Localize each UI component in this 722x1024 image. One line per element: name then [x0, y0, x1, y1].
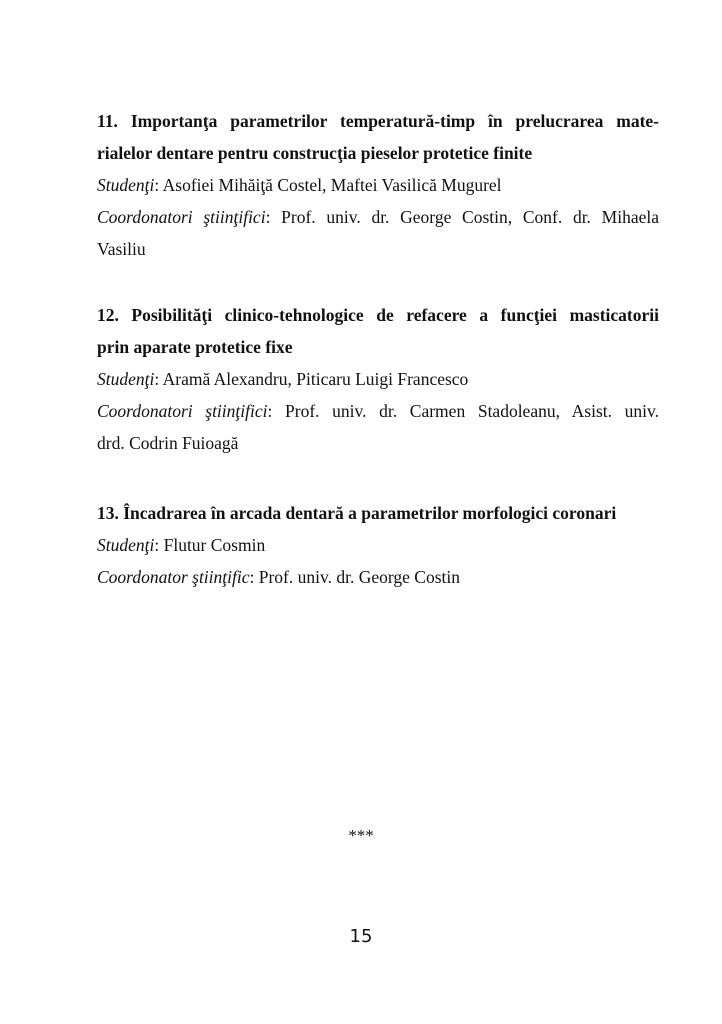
coordinators-label: Coordonator ştiinţific [97, 567, 250, 587]
coordinators-names: : Prof. univ. dr. George Costin, Conf. dr. Mihaela [265, 207, 659, 227]
entry-11 [97, 105, 659, 265]
coordinators-names: : Prof. univ. dr. George Costin [249, 567, 460, 587]
coordinators-line [97, 561, 659, 593]
students-names: : Asofiei Mihăiţă Costel, Maftei Vasilică Mugurel [154, 175, 502, 195]
entry-title: rialelor dentare pentru construcţia pieselor protetice finite [97, 143, 533, 163]
entry-12 [97, 299, 659, 459]
coordinators-names: : Prof. univ. dr. Carmen Stadoleanu, Asist. univ. [267, 401, 659, 421]
students-line [97, 529, 659, 561]
section-separator: *** [348, 826, 374, 845]
coordinators-line [97, 395, 659, 427]
entry-title: 11. Importanţa parametrilor temperatură-timp în prelucrarea mate- [97, 111, 659, 131]
coordinators-line: Vasiliu [97, 239, 146, 259]
coordinators-label: Coordonatori ştiinţifici [97, 207, 266, 227]
students-label: Studenţi [97, 175, 155, 195]
entry-title: prin aparate protetice fixe [97, 337, 293, 357]
coordinators-label: Coordonatori ştiinţifici [97, 401, 268, 421]
students-names: : Aramă Alexandru, Piticaru Luigi Francesco [154, 369, 469, 389]
coordinators-line [97, 201, 659, 233]
students-label: Studenţi [97, 369, 155, 389]
students-line [97, 363, 659, 395]
page-number: 15 [349, 926, 373, 947]
coordinators-line: drd. Codrin Fuioagă [97, 433, 239, 453]
entry-title: 13. Încadrarea în arcada dentară a parametrilor morfologici coronari [97, 503, 617, 523]
students-label: Studenţi [97, 535, 155, 555]
entry-title: 12. Posibilităţi clinico-tehnologice de refacere a funcţiei masticatorii [97, 305, 659, 325]
entry-13 [97, 497, 659, 593]
students-line [97, 169, 659, 201]
students-names: : Flutur Cosmin [154, 535, 266, 555]
